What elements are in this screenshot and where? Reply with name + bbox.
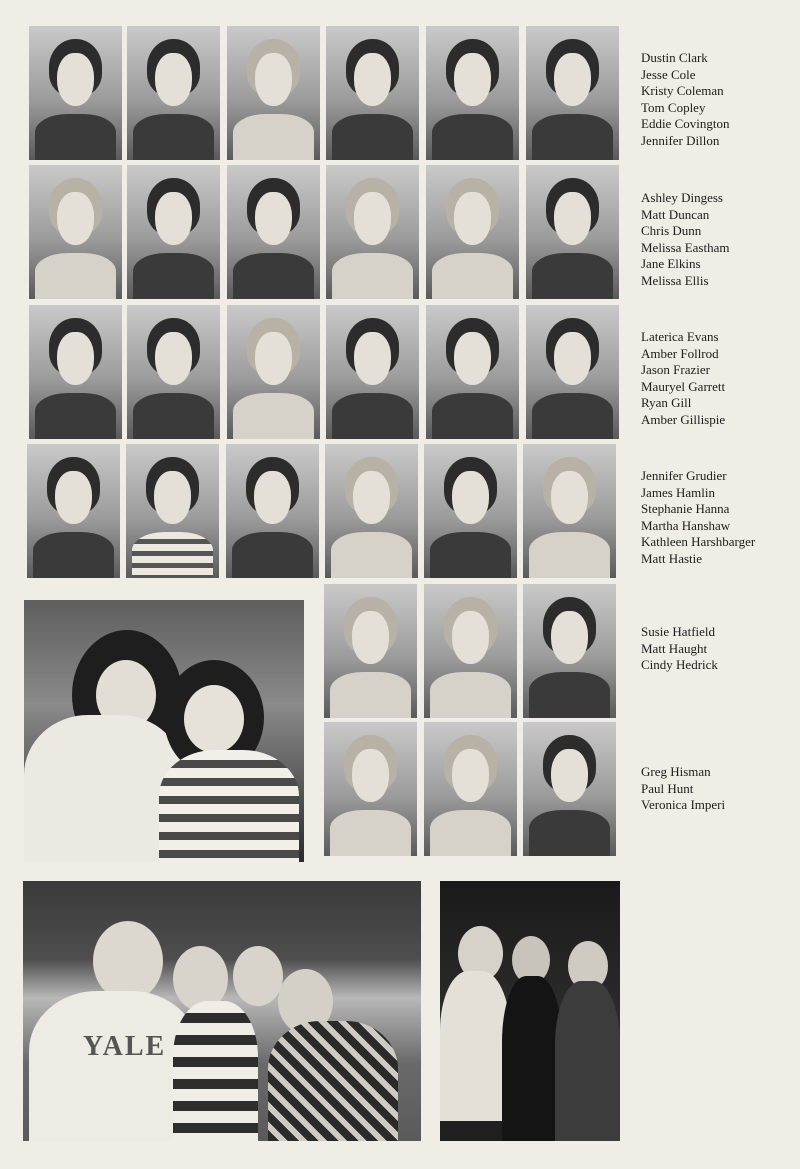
student-portrait xyxy=(324,584,417,718)
student-portrait xyxy=(29,165,122,299)
student-name: Melissa Eastham xyxy=(641,239,730,255)
student-portrait xyxy=(523,584,616,718)
name-list-row-4 xyxy=(641,468,797,568)
student-name: Melissa Ellis xyxy=(641,272,709,288)
student-portrait xyxy=(29,26,122,160)
student-portrait xyxy=(426,165,519,299)
student-portrait xyxy=(526,165,619,299)
student-portrait xyxy=(324,722,417,856)
student-name: Jesse Cole xyxy=(641,66,696,82)
student-portrait xyxy=(523,444,616,578)
student-portrait xyxy=(326,305,419,439)
student-name: Mauryel Garrett xyxy=(641,378,726,394)
name-list-row-5 xyxy=(641,624,797,674)
candid-photo-boys-outdoors xyxy=(23,881,421,1141)
student-name: Jennifer Dillon xyxy=(641,132,720,148)
student-portrait xyxy=(326,165,419,299)
student-name: Jane Elkins xyxy=(641,256,701,272)
student-portrait xyxy=(424,722,517,856)
student-name: Kathleen Harshbarger xyxy=(641,534,756,550)
name-list-row-6 xyxy=(641,764,797,814)
student-name: Paul Hunt xyxy=(641,780,694,796)
student-name: Jennifer Grudier xyxy=(641,468,727,483)
student-name: Laterica Evans xyxy=(641,329,719,344)
student-portrait xyxy=(226,444,319,578)
student-name: Matt Hastie xyxy=(641,550,703,566)
candid-photo-costume-party xyxy=(440,881,620,1141)
student-portrait xyxy=(326,26,419,160)
candid-photo-two-girls xyxy=(24,600,304,862)
student-portrait xyxy=(526,26,619,160)
student-name: Ryan Gill xyxy=(641,395,692,411)
student-portrait xyxy=(127,26,220,160)
student-name: James Hamlin xyxy=(641,484,716,500)
student-name: Eddie Covington xyxy=(641,116,730,132)
student-name: Veronica Imperi xyxy=(641,797,726,813)
student-portrait xyxy=(127,165,220,299)
student-portrait xyxy=(424,444,517,578)
student-portrait xyxy=(227,305,320,439)
student-portrait xyxy=(526,305,619,439)
student-portrait xyxy=(325,444,418,578)
student-name: Kristy Coleman xyxy=(641,83,724,99)
student-name: Matt Duncan xyxy=(641,206,710,222)
name-list-row-1 xyxy=(641,50,797,150)
student-name: Greg Hisman xyxy=(641,764,711,779)
student-portrait xyxy=(126,444,219,578)
student-name: Chris Dunn xyxy=(641,223,702,239)
student-name: Amber Follrod xyxy=(641,345,719,361)
student-name: Amber Gillispie xyxy=(641,411,726,427)
student-name: Matt Haught xyxy=(641,640,708,656)
name-list-row-2 xyxy=(641,190,797,290)
name-list-row-3 xyxy=(641,329,797,429)
student-name: Martha Hanshaw xyxy=(641,517,731,533)
student-name: Dustin Clark xyxy=(641,50,708,65)
student-portrait xyxy=(27,444,120,578)
student-name: Cindy Hedrick xyxy=(641,657,718,673)
student-portrait xyxy=(523,722,616,856)
student-portrait xyxy=(29,305,122,439)
student-portrait xyxy=(227,165,320,299)
student-portrait xyxy=(426,26,519,160)
student-name: Susie Hatfield xyxy=(641,624,716,639)
student-name: Ashley Dingess xyxy=(641,190,723,205)
student-portrait xyxy=(227,26,320,160)
student-portrait xyxy=(426,305,519,439)
student-name: Jason Frazier xyxy=(641,362,710,378)
yale-shirt-text: YALE xyxy=(83,1031,167,1062)
student-name: Stephanie Hanna xyxy=(641,501,730,517)
student-portrait xyxy=(424,584,517,718)
student-portrait xyxy=(127,305,220,439)
student-name: Tom Copley xyxy=(641,99,706,115)
